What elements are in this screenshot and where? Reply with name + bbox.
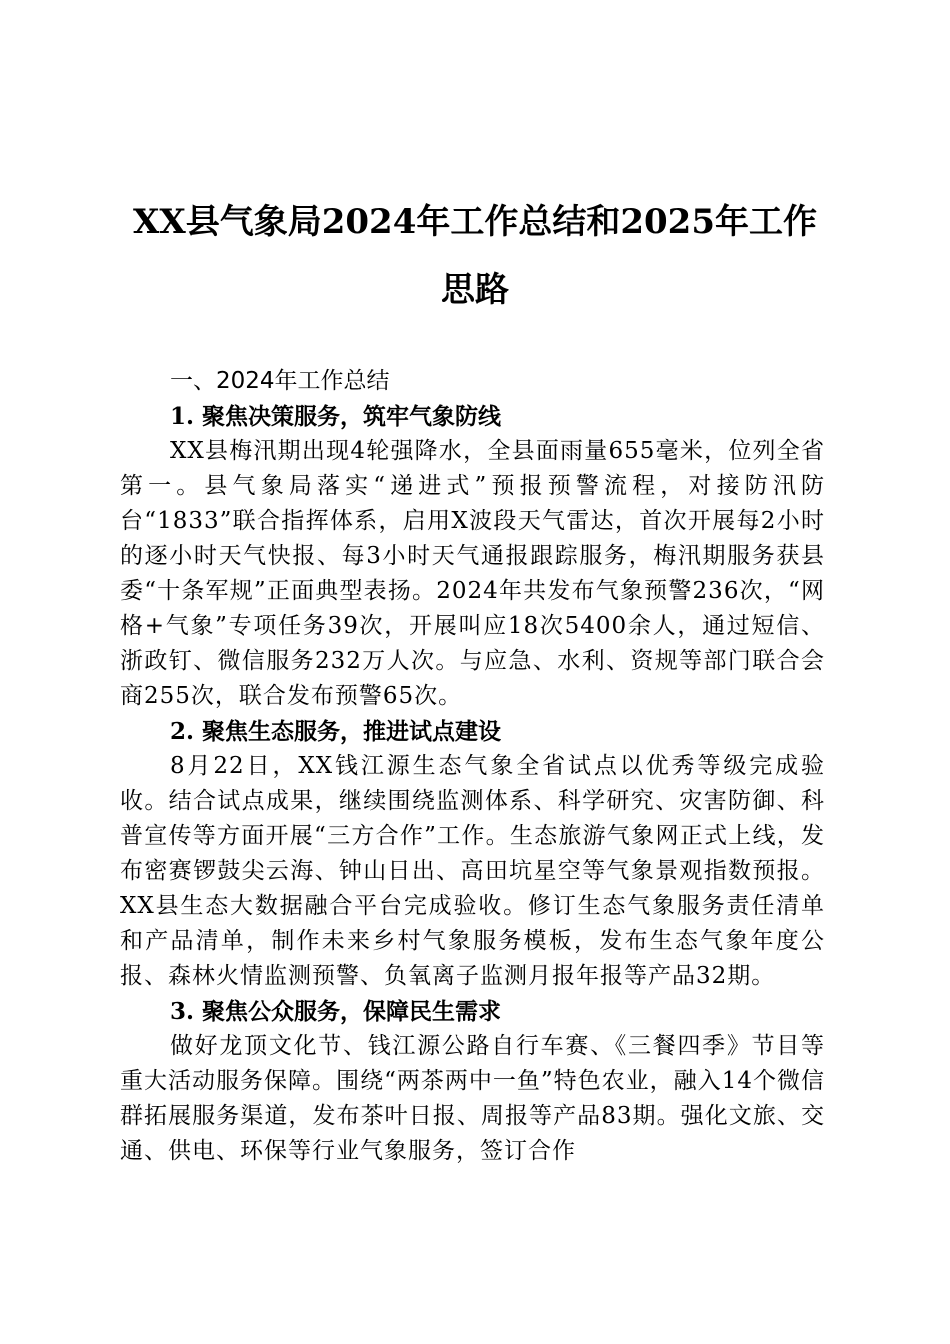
subsection-heading-3: 3. 聚焦公众服务，保障民生需求: [170, 998, 502, 1025]
subsection-heading-1: 1. 聚焦决策服务，筑牢气象防线: [170, 403, 502, 430]
subsection-paragraph-1: XX县梅汛期出现4轮强降水，全县面雨量655毫米，位列全省第一。县气象局落实“递进式”预报预警流程，对接防汛防台“1833”联合指挥体系，启用X波段天气雷达，首次开展每2小时的逐小时天气快报、每3小时天气通报跟踪服务，梅汛期服务获县委“十条军规”正面典型表扬。2024年共发布气象预警236次，“网格+气象”专项任务39次，开展叫应18次5400余人，通过短信、浙政钉、微信服务232万人次。与应急、水利、资规等部门联合会商255次，联合发布预警65次。: [120, 438, 825, 709]
subsection-paragraph-3: 做好龙顶文化节、钱江源公路自行车赛、《三餐四季》节目等重大活动服务保障。围绕“两茶两中一鱼”特色农业，融入14个微信群拓展服务渠道，发布茶叶日报、周报等产品83期。强化文旅、交通、供电、环保等行业气象服务，签订合作: [120, 1033, 825, 1164]
document-body: [120, 364, 825, 1169]
section-heading: 一、2024年工作总结: [170, 368, 390, 394]
subsection-paragraph-2: 8月22日，XX钱江源生态气象全省试点以优秀等级完成验收。结合试点成果，继续围绕监测体系、科学研究、灾害防御、科普宣传等方面开展“三方合作”工作。生态旅游气象网正式上线，发布密赛锣鼓尖云海、钟山日出、高田坑星空等气象景观指数预报。XX县生态大数据融合平台完成验收。修订生态气象服务责任清单和产品清单，制作未来乡村气象服务模板，发布生态气象年度公报、森林火情监测预警、负氧离子监测月报年报等产品32期。: [120, 753, 825, 989]
document-title-line-2: 思路: [441, 270, 509, 310]
subsection-heading-2: 2. 聚焦生态服务，推进试点建设: [170, 718, 502, 745]
document-title-line-1: XX县气象局2024年工作总结和2025年工作: [132, 202, 818, 242]
